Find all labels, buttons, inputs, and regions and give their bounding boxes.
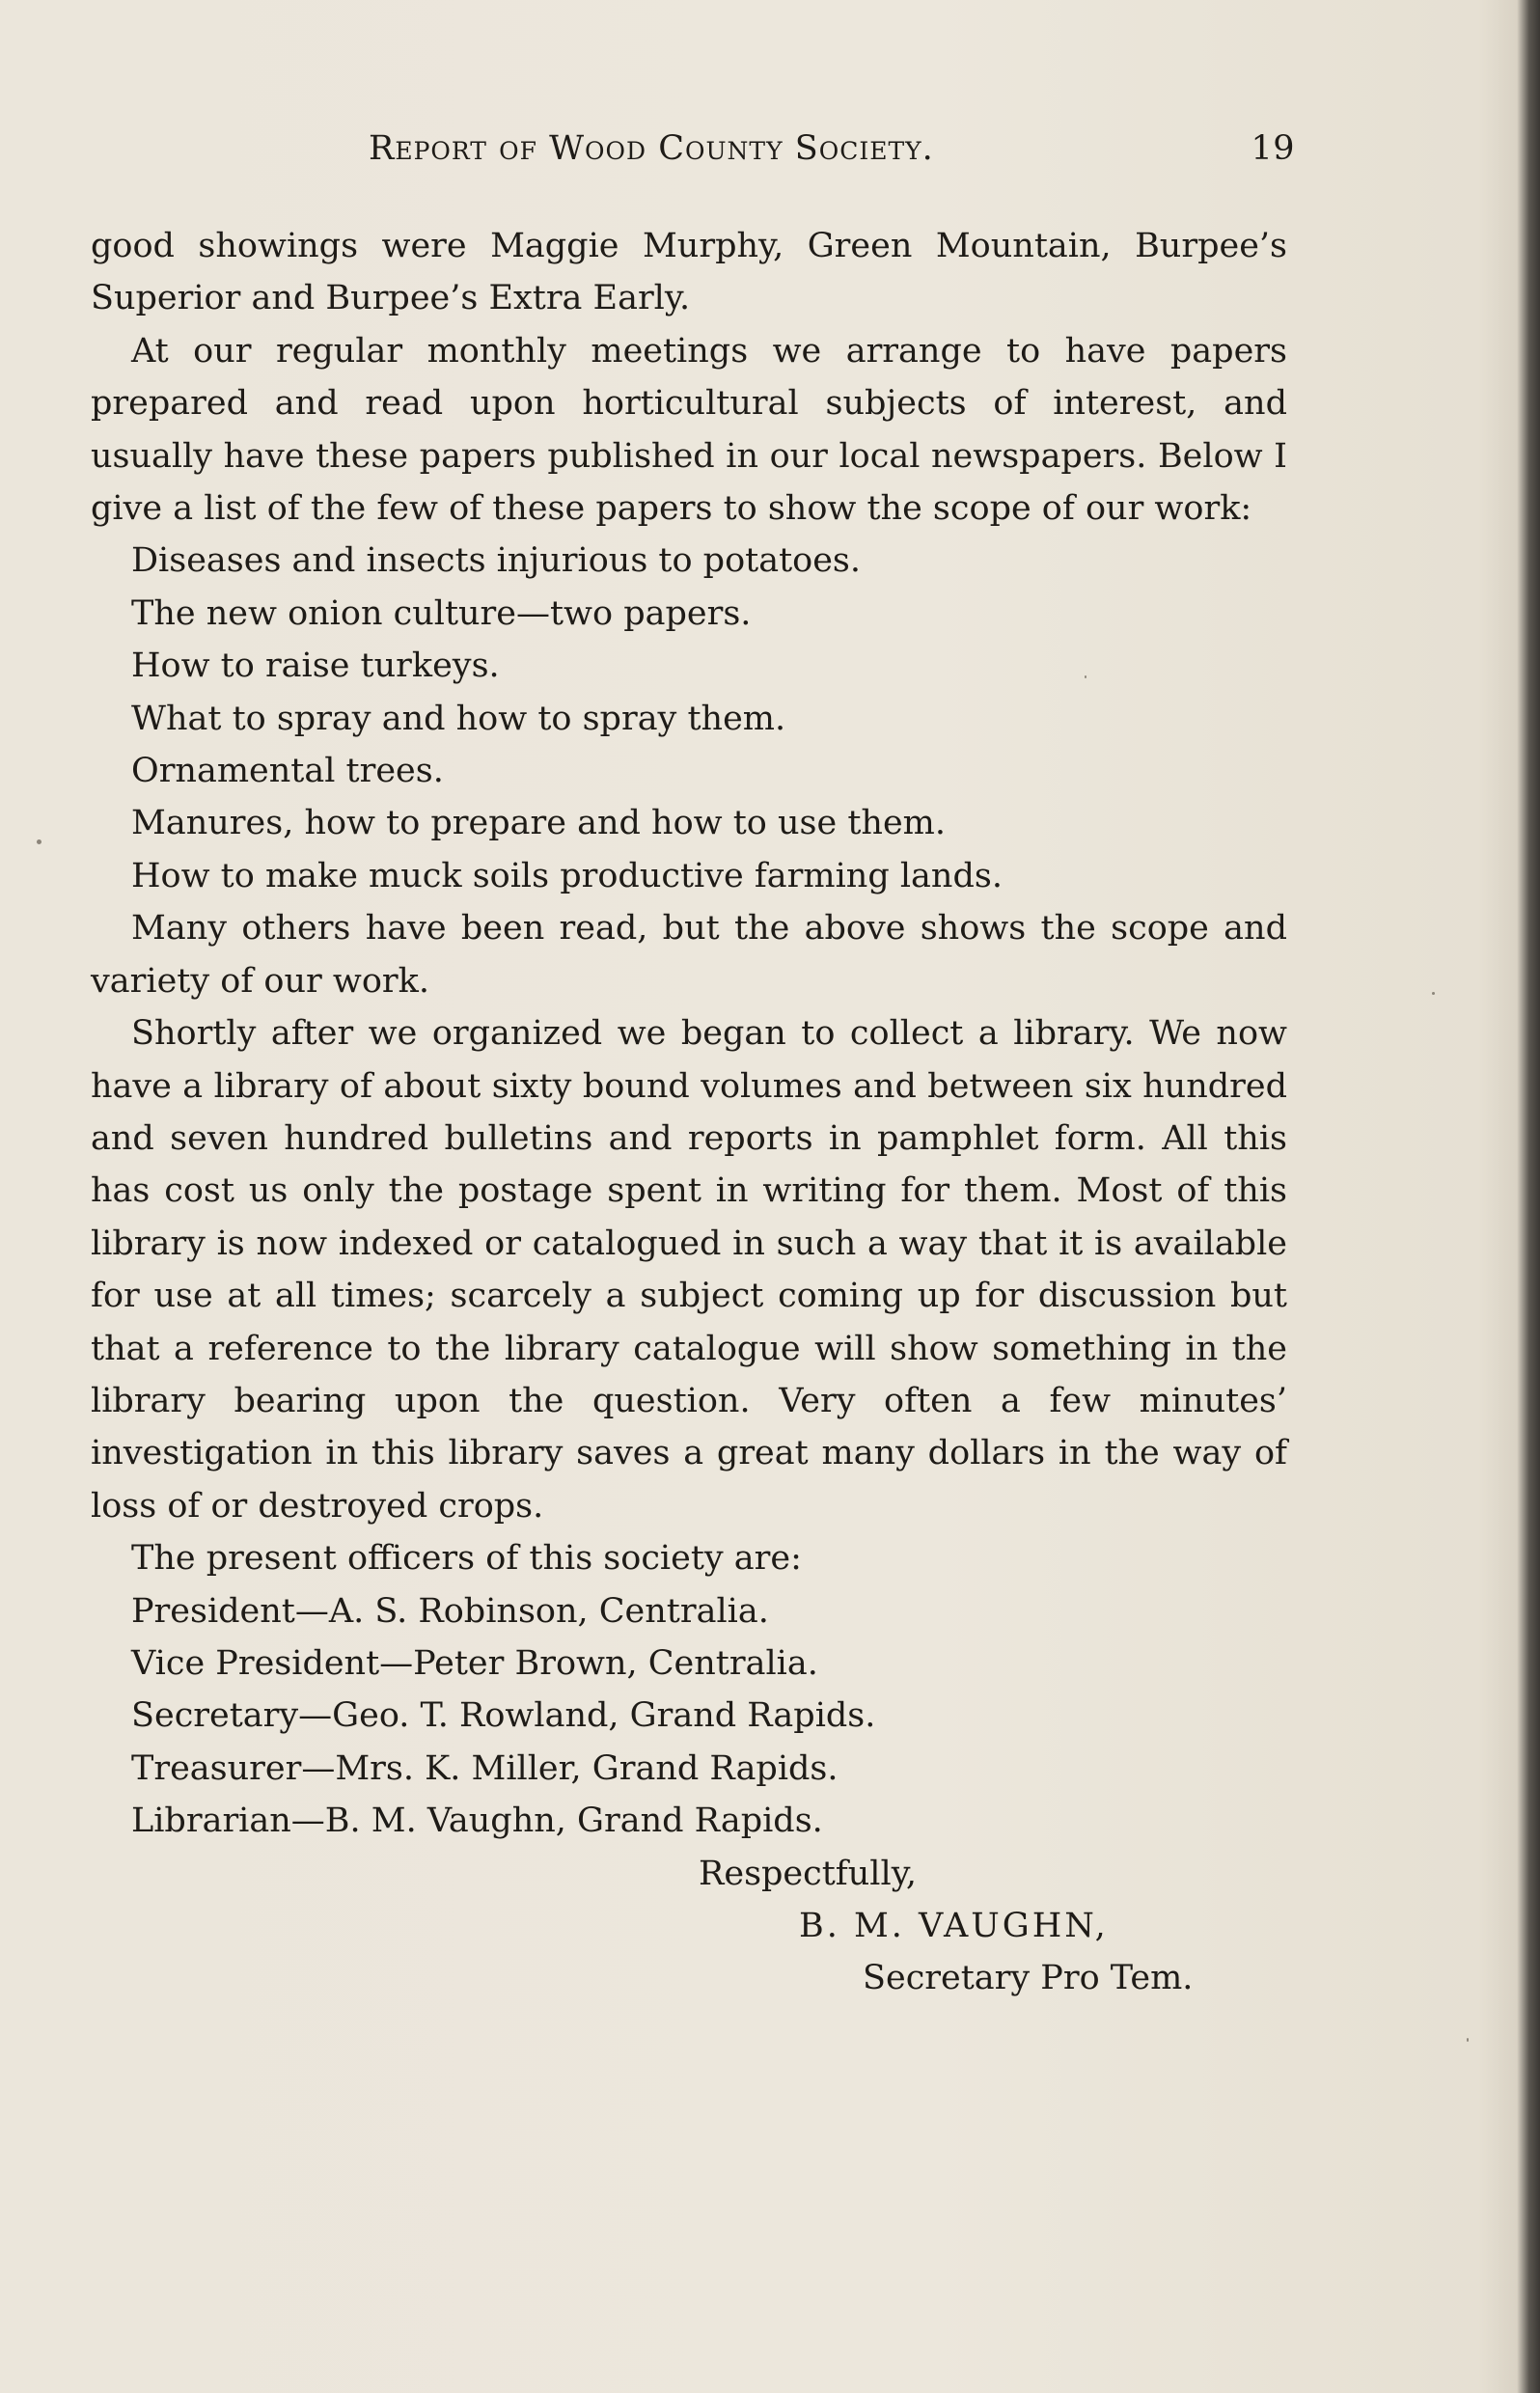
paper-speck bbox=[37, 839, 41, 844]
list-item: Diseases and insects injurious to potatoes. bbox=[131, 541, 862, 581]
running-title: Report of Wood County Society. bbox=[369, 129, 934, 168]
paper-speck bbox=[1432, 992, 1435, 995]
body-text bbox=[91, 220, 1287, 2005]
signer-name: B. M. VAUGHN, bbox=[799, 1907, 1109, 1945]
officers-list bbox=[91, 1585, 1287, 1848]
list-item: How to raise turkeys. bbox=[131, 646, 500, 686]
officer-librarian: Librarian—B. M. Vaughn, Grand Rapids. bbox=[131, 1802, 823, 1841]
officers-intro: The present officers of this society are: bbox=[131, 1539, 802, 1579]
officer-treasurer: Treasurer—Mrs. K. Miller, Grand Rapids. bbox=[131, 1748, 839, 1788]
page-number: 19 bbox=[1251, 129, 1295, 168]
salutation: Respectfully, bbox=[699, 1854, 917, 1893]
papers-list bbox=[91, 535, 1287, 902]
list-item: How to make muck soils productive farming lands. bbox=[131, 856, 1003, 895]
paragraph-monthly-meetings: At our regular monthly meetings we arrange to have papers prepared and read upon horticultural subjects of interest, and usually have these papers published in our local newspapers. Below I give a list of the few of these papers to show the scope of our work: bbox=[91, 331, 1287, 529]
officer-president: President—A. S. Robinson, Centralia. bbox=[131, 1591, 769, 1631]
officer-secretary: Secretary—Geo. T. Rowland, Grand Rapids. bbox=[131, 1696, 876, 1736]
closing-signature bbox=[91, 1848, 1287, 2005]
list-item: Ornamental trees. bbox=[131, 752, 444, 791]
list-item: Manures, how to prepare and how to use them. bbox=[131, 804, 946, 843]
list-item: The new onion culture—two papers. bbox=[131, 593, 752, 633]
paragraph-scope: Many others have been read, but the above shows the scope and variety of our work. bbox=[91, 909, 1287, 1001]
paper-speck bbox=[1467, 2038, 1469, 2042]
paper-speck bbox=[1085, 675, 1086, 678]
signer-title: Secretary Pro Tem. bbox=[863, 1959, 1194, 1998]
list-item: What to spray and how to spray them. bbox=[131, 699, 786, 738]
paragraph-library: Shortly after we organized we began to collect a library. We now have a library of about sixty bound volumes and between six hundred and seven hundred bulletins and reports in pamphlet form. All this has cost us only the postage spent in writing for them. Most of this library is now indexed or catalogued in such a way that it is available for use at all times; scarcely a subject coming up for discussion but that a reference to the library catalogue will show something in the library bearing upon the question. Very often a few minutes’ investigation in this library saves a great many dollars in the way of loss of or destroyed crops. bbox=[91, 1014, 1287, 1526]
page-header bbox=[369, 129, 1295, 181]
officer-vice-president: Vice President—Peter Brown, Centralia. bbox=[131, 1643, 818, 1683]
paragraph-potato-varieties: good showings were Maggie Murphy, Green Mountain, Burpee’s Superior and Burpee’s Extra Early. bbox=[91, 227, 1287, 318]
